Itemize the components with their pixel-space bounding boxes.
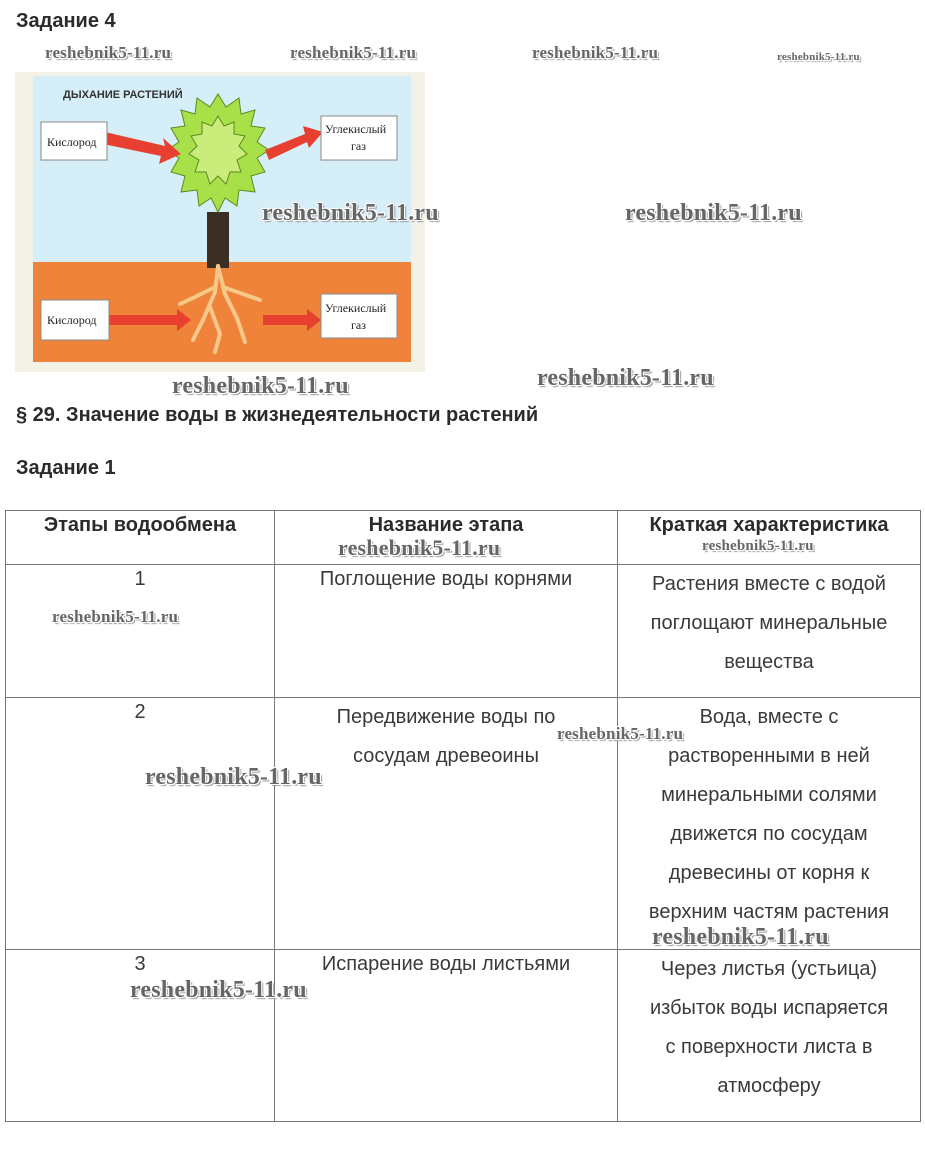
header-description: Краткая характеристика bbox=[618, 511, 921, 565]
stage-number: 1 bbox=[6, 565, 275, 698]
bottom-co2-label-2: газ bbox=[351, 318, 366, 332]
watermark: reshebnik5-11.ru bbox=[172, 373, 349, 399]
stage-number: 2 bbox=[6, 698, 275, 950]
watermark: reshebnik5-11.ru bbox=[532, 43, 659, 62]
header-stages: Этапы водообмена bbox=[6, 511, 275, 565]
watermark: reshebnik5-11.ru bbox=[262, 200, 439, 226]
table-row bbox=[6, 565, 921, 698]
watermark: reshebnik5-11.ru bbox=[130, 977, 307, 1003]
watermark: reshebnik5-11.ru bbox=[145, 764, 322, 790]
water-exchange-table bbox=[5, 510, 921, 1122]
watermark: reshebnik5-11.ru bbox=[290, 43, 417, 62]
watermark: reshebnik5-11.ru bbox=[777, 51, 860, 63]
watermark: reshebnik5-11.ru bbox=[52, 607, 179, 626]
bottom-oxygen-label: Кислород bbox=[47, 313, 97, 327]
task4-heading: Задание 4 bbox=[16, 10, 116, 32]
stage-description: Вода, вместе с растворенными в ней минеральными солями движется по сосудам древесины от корня к верхним частям растения bbox=[618, 698, 921, 950]
stage-number: 3 bbox=[6, 950, 275, 1122]
table-row bbox=[6, 698, 921, 950]
section-heading: § 29. Значение воды в жизнедеятельности растений bbox=[16, 404, 539, 426]
watermark: reshebnik5-11.ru bbox=[557, 724, 684, 743]
trunk-shape bbox=[207, 212, 229, 268]
watermark: reshebnik5-11.ru bbox=[702, 538, 814, 554]
top-oxygen-label: Кислород bbox=[47, 135, 97, 149]
stage-name: Передвижение воды по сосудам древеоины bbox=[275, 698, 618, 950]
top-co2-label-2: газ bbox=[351, 139, 366, 153]
top-co2-label-1: Углекислый bbox=[325, 122, 387, 136]
table-row bbox=[6, 950, 921, 1122]
task1-heading: Задание 1 bbox=[16, 457, 116, 479]
stage-name: Поглощение воды корнями bbox=[275, 565, 618, 698]
watermark: reshebnik5-11.ru bbox=[625, 200, 802, 226]
stage-description: Растения вместе с водой поглощают минеральные вещества bbox=[618, 565, 921, 698]
watermark: reshebnik5-11.ru bbox=[45, 43, 172, 62]
stage-description: Через листья (устьица) избыток воды испаряется с поверхности листа в атмосферу bbox=[618, 950, 921, 1122]
watermark: reshebnik5-11.ru bbox=[652, 924, 829, 950]
diagram-title: ДЫХАНИЕ РАСТЕНИЙ bbox=[63, 89, 183, 101]
watermark: reshebnik5-11.ru bbox=[338, 535, 501, 560]
bottom-co2-label-1: Углекислый bbox=[325, 301, 387, 315]
header-stage-name: Название этапа bbox=[275, 511, 618, 565]
watermark: reshebnik5-11.ru bbox=[537, 365, 714, 391]
stage-name: Испарение воды листьями bbox=[275, 950, 618, 1122]
